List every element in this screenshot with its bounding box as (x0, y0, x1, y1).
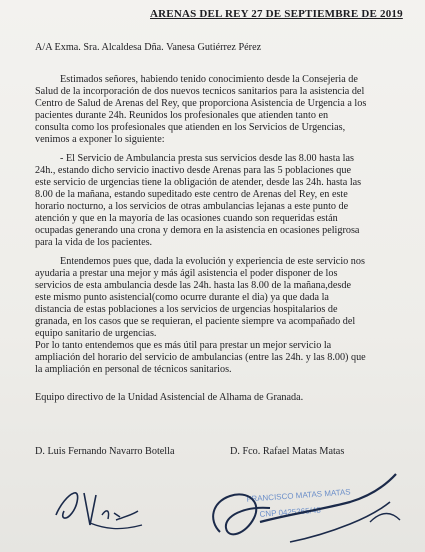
text-line: Entendemos pues que, dada la evolución y experiencia de este servicio nos (60, 256, 365, 267)
svg-text:CNP 0425365/48: CNP 0425365/48 (259, 505, 322, 519)
text-line: ampliación del horario del servicio de ambulancias (entre las 24h. y las 8.00) que (35, 352, 366, 363)
text-line: para la vida de los pacientes. (35, 237, 153, 248)
svg-text:FRANCISCO MATAS MATAS: FRANCISCO MATAS MATAS (246, 487, 351, 504)
team-line: Equipo directivo de la Unidad Asistencial de Alhama de Granada. (35, 392, 304, 403)
text-line: horario nocturno, a los servicios de otras ambulancias lejanas a este punto de (35, 201, 349, 212)
signatory-1-name: D. Luis Fernando Navarro Botella (35, 446, 175, 457)
text-line: atención y que en la mayoría de las ocasiones cuando son requeridas están (35, 213, 338, 224)
date-header: ARENAS DEL REY 27 DE SEPTIEMBRE DE 2019 (150, 8, 403, 20)
text-line: Por lo tanto entendemos que es más útil para prestar un mejor servicio la (35, 340, 332, 351)
text-line: granada, en los casos que se requieran, el paciente siempre va acompañado del (35, 316, 356, 327)
text-line: - El Servicio de Ambulancia presta sus servicios desde las 8.00 hasta las (60, 153, 354, 164)
text-line: Centro de Salud de Arenas del Rey, que proporciona Asistencia de Urgencia a los (35, 98, 367, 109)
text-line: este mismo punto asistencial(como ocurre durante el dia) ya que dada la (35, 292, 329, 303)
text-line: pacientes durante 24h. Reunidos los profesionales que atienden tanto en (35, 110, 329, 121)
signature-2 (200, 462, 420, 552)
text-line: Estimados señores, habiendo tenido conocimiento desde la Consejeria de (60, 74, 358, 85)
text-line: 8.00 de la mañana, estando supeditado este centro de Arenas del Rey, en este (35, 189, 348, 200)
text-line: equipo sanitario de urgencias. (35, 328, 157, 339)
text-line: distancia de estas poblaciones a los servicios de urgencias hospitalarios de (35, 304, 338, 315)
signatory-2-name: D. Fco. Rafael Matas Matas (230, 446, 345, 457)
text-line: este servicio de urgencias tiene la obligación de atender, desde las 24h. hasta las (35, 177, 362, 188)
addressee-line: A/A Exma. Sra. Alcaldesa Dña. Vanesa Gutiérrez Pérez (35, 42, 262, 53)
text-line: servicios de esta ambulancia desde las 24h. hasta las 8.00 de la mañana,desde (35, 280, 351, 291)
text-line: venimos a exponer lo siguiente: (35, 134, 165, 145)
text-line: la ampliación en personal de técnicos sanitarios. (35, 364, 232, 375)
text-line: ayudaria a prestar una mejor y más ágil asistencia el poder disponer de los (35, 268, 338, 279)
text-line: Salud de la incorporación de dos nuevos tecnicos sanitarios para la asistencia del (35, 86, 365, 97)
text-line: 24h., estando dicho servicio inactivo desde Arenas para las 5 poblaciones que (35, 165, 352, 176)
text-line: consulta como los profesionales que atienden en los Servicios de Urgencias, (35, 122, 346, 133)
text-line: ocupadas generando una crona y demora en la asistencia en ocasiones peligrosa (35, 225, 360, 236)
signature-1 (50, 465, 190, 545)
